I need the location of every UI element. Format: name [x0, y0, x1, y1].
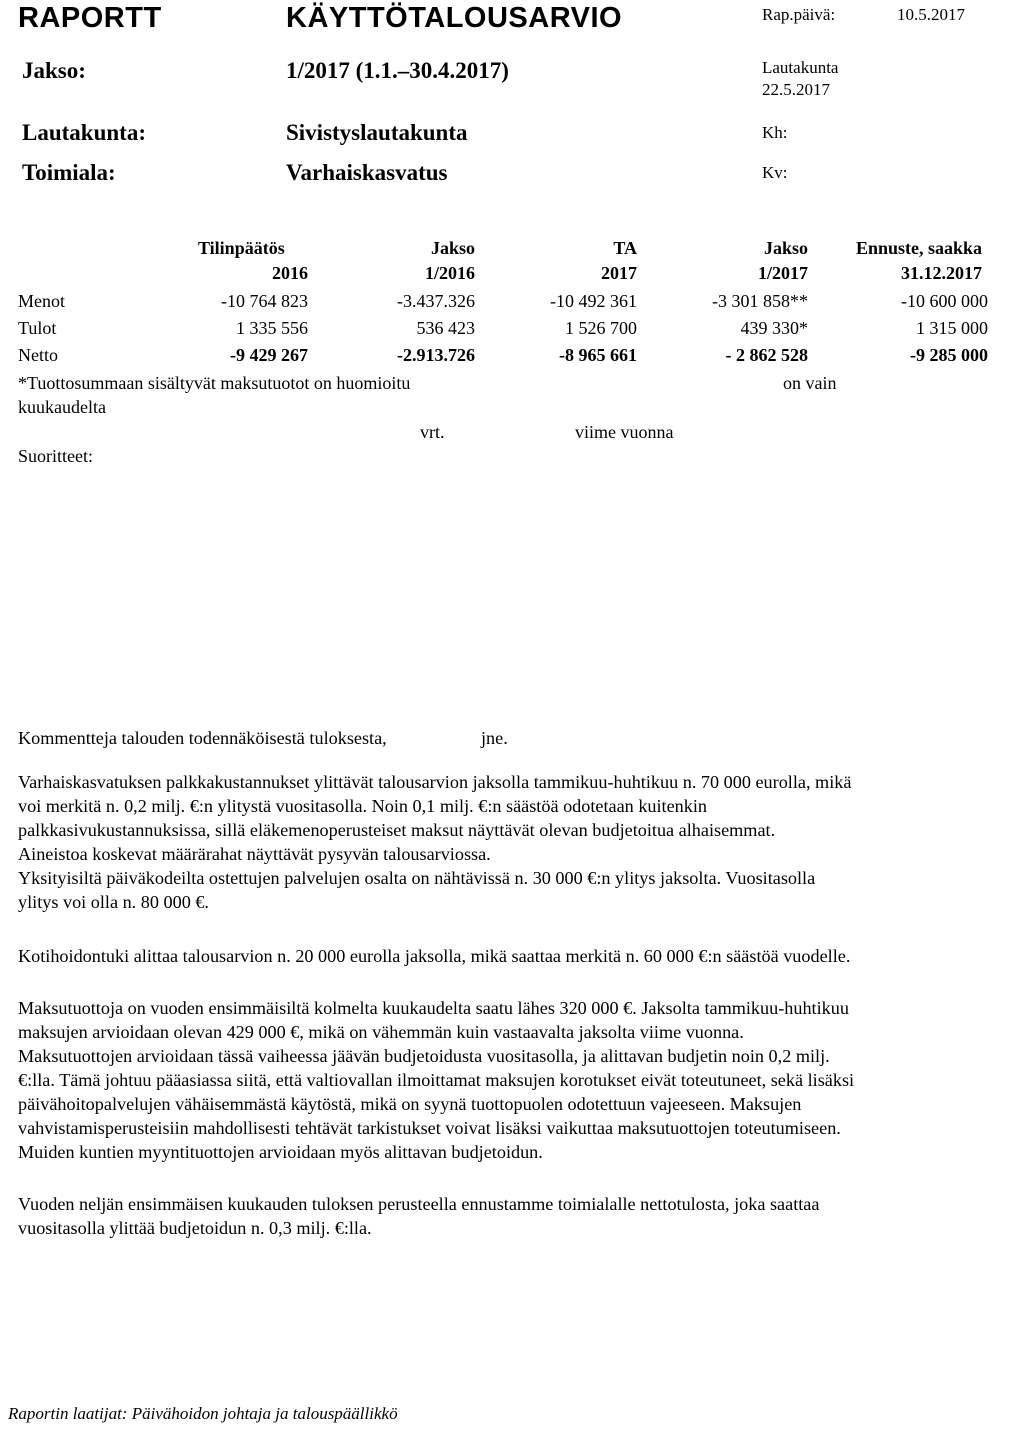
- footnote-tail: on vain: [783, 373, 837, 393]
- report-title: KÄYTTÖTALOUSARVIO: [286, 2, 623, 34]
- comment-line: vuositasolla ylittää budjetoidun n. 0,3 milj. €:lla.: [18, 1218, 372, 1238]
- report-date-label: Rap.päivä:: [762, 5, 836, 24]
- comment-line: Varhaiskasvatuksen palkkakustannukset ylittävät talousarvion jaksolla tammikuu-huhtikuu n. 70 000 eurolla, mikä: [18, 772, 852, 792]
- department-label: Toimiala:: [22, 160, 116, 185]
- kv-label: Kv:: [762, 163, 788, 182]
- comment-line: Yksityisiltä päiväkodeilta ostettujen palvelujen osalta on nähtävissä n. 30 000 €:n ylitys jaksolta. Vuositasolla: [18, 868, 816, 888]
- col-header-ta-year: 2017: [601, 263, 637, 283]
- col-header-forecast-date: 31.12.2017: [901, 263, 982, 283]
- comment-line: €:lla. Tämä johtuu pääasiassa siitä, että valtiovallan ilmoittamat maksujen korotukset eivät toteutuneet, sekä lisäksi: [18, 1070, 855, 1090]
- report-date-value: 10.5.2017: [897, 5, 965, 24]
- report-label: RAPORTT: [18, 2, 162, 34]
- table-cell: -10 764 823: [221, 291, 308, 311]
- kh-label: Kh:: [762, 123, 788, 142]
- period-label: Jakso:: [22, 58, 86, 83]
- comment-line: Vuoden neljän ensimmäisen kuukauden tuloksen perusteella ennustamme toimialalle nettotulosta, joka saattaa: [18, 1194, 820, 1214]
- col-header-jakso-2016: Jakso: [430, 238, 475, 258]
- table-cell: 1 315 000: [916, 318, 988, 338]
- comment-line: vahvistamisperusteisiin mahdollisesti tehtävät tarkistukset voivat lisäksi vaikuttaa maksutuottojen toteutumiseen.: [18, 1118, 841, 1138]
- table-cell: -9 285 000: [910, 345, 988, 365]
- comment-line: päivähoitopalvelujen vähäisemmästä käytöstä, mikä on syynä tuottopuolen odotettuun vajeeseen. Maksujen: [18, 1094, 802, 1114]
- comments-heading: Kommentteja talouden todennäköisestä tuloksesta,: [18, 728, 387, 748]
- period-value: 1/2017 (1.1.–30.4.2017): [286, 58, 509, 83]
- department-value: Varhaiskasvatus: [286, 160, 448, 185]
- comment-line: Aineistoa koskevat määrärahat näyttävät pysyvän talousarviossa.: [18, 844, 491, 864]
- col-header-jakso-2017: Jakso: [763, 238, 808, 258]
- row-label-tulot: Tulot: [18, 318, 57, 338]
- row-label-menot: Menot: [18, 291, 65, 311]
- comparison-last-year: viime vuonna: [575, 422, 674, 442]
- board-label: Lautakunta:: [22, 120, 146, 145]
- comment-line: maksujen arvioidaan olevan 429 000 €, mikä on vähemmän kuin vastaavalta jaksolta viime vuonna.: [18, 1022, 744, 1042]
- comments-heading-tail: jne.: [481, 728, 508, 748]
- table-cell: 1 526 700: [565, 318, 637, 338]
- table-cell: - 2 862 528: [725, 345, 808, 365]
- comment-line: voi merkitä n. 0,2 milj. €:n ylitystä vuositasolla. Noin 0,1 milj. €:n säästöä odotetaan kuitenkin: [18, 796, 708, 816]
- comment-line: ylitys voi olla n. 80 000 €.: [18, 892, 209, 912]
- table-cell: -10 492 361: [550, 291, 637, 311]
- table-cell: 439 330*: [740, 318, 808, 338]
- comment-line: Maksutuottojen arvioidaan tässä vaiheessa jäävän budjetoidusta vuositasolla, ja alittavan budjetin noin 0,2 milj.: [18, 1046, 830, 1066]
- report-authors: Raportin laatijat: Päivähoidon johtaja ja talouspäällikkö: [8, 1404, 398, 1423]
- col-header-tilinpaatos-year: 2016: [272, 263, 308, 283]
- col-header-ta: TA: [613, 238, 637, 258]
- col-header-tilinpaatos: Tilinpäätös: [198, 238, 285, 258]
- table-cell: -8 965 661: [559, 345, 637, 365]
- table-cell: -3.437.326: [397, 291, 475, 311]
- col-header-jakso-2017-period: 1/2017: [757, 263, 808, 283]
- table-cell: -3 301 858**: [712, 291, 808, 311]
- comment-line: Kotihoidontuki alittaa talousarvion n. 20 000 eurolla jaksolla, mikä saattaa merkitä n. 60 000 €:n säästöä vuodelle.: [18, 946, 851, 966]
- table-cell: -10 600 000: [901, 291, 988, 311]
- row-label-netto: Netto: [18, 345, 58, 365]
- board-meeting-label: Lautakunta: [762, 58, 839, 77]
- comparison-vrt: vrt.: [420, 422, 445, 442]
- comment-line: palkkasivukustannuksissa, sillä eläkemenoperusteiset maksut näyttävät olevan budjetoitua alhaisemmat.: [18, 820, 776, 840]
- board-meeting-date: 22.5.2017: [762, 80, 830, 99]
- comment-line: Muiden kuntien myyntituottojen arvioidaan myös alittavan budjetoidun.: [18, 1142, 543, 1162]
- suoritteet-label: Suoritteet:: [18, 446, 93, 466]
- col-header-forecast: Ennuste, saakka: [855, 238, 982, 258]
- col-header-jakso-2016-period: 1/2016: [424, 263, 475, 283]
- table-cell: 536 423: [416, 318, 475, 338]
- board-value: Sivistyslautakunta: [286, 120, 468, 145]
- footnote-line: *Tuottosummaan sisältyvät maksutuotot on huomioitu: [18, 373, 411, 393]
- table-cell: 1 335 556: [236, 318, 308, 338]
- footnote-line-2: kuukaudelta: [18, 397, 106, 417]
- table-cell: -9 429 267: [230, 345, 308, 365]
- table-cell: -2.913.726: [397, 345, 475, 365]
- comment-line: Maksutuottoja on vuoden ensimmäisiltä kolmelta kuukaudelta saatu lähes 320 000 €. Jaksolta tammikuu-huhtikuu: [18, 998, 849, 1018]
